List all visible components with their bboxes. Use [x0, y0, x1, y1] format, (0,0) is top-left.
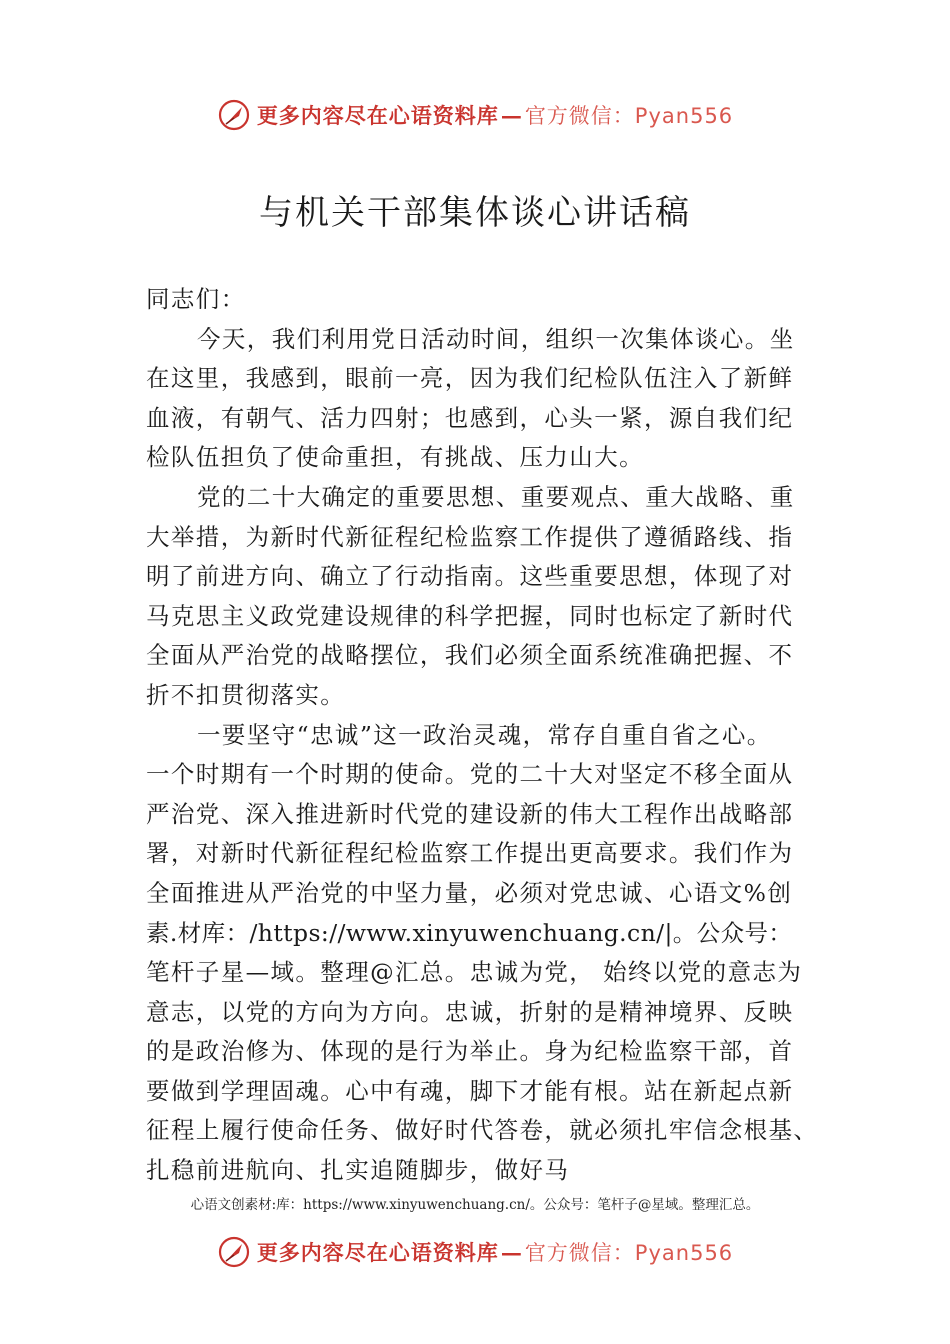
text-line: 党的二十大确定的重要思想、重要观点、重大战略、重 — [197, 482, 795, 511]
text-line: 署，对新时代新征程纪检监察工作提出更高要求。我们作为 — [146, 839, 794, 868]
text-line: 笔杆子星—域。整理@汇总。忠诚为党， 始终以党的意志为 — [146, 958, 803, 987]
text-line: 素.材库：/https://www.xinyuwenchuang.cn/|。公众号： — [146, 918, 793, 947]
document-body — [146, 280, 819, 1191]
text-line: 的是政治修为、体现的是行为举止。身为纪检监察干部，首 — [146, 1037, 794, 1066]
text-line: 意志，以党的方向为方向。忠诚，折射的是精神境界、反映 — [146, 997, 794, 1026]
quill-logo-icon — [217, 98, 251, 132]
quill-logo-icon — [217, 1235, 251, 1269]
banner-text: 更多内容尽在心语资料库—官方微信：Pyan556 — [256, 1240, 734, 1265]
text-line: 同志们： — [146, 285, 246, 313]
text-line: 全面推进从严治党的中坚力量，必须对党忠诚、心语文%创 — [146, 878, 793, 907]
text-line: 今天，我们利用党日活动时间，组织一次集体谈心。坐 — [197, 324, 795, 353]
text-line: 血液，有朝气、活力四射；也感到，心头一紧，源自我们纪 — [146, 403, 794, 432]
text-line: 一要坚守“忠诚”这一政治灵魂，常存自重自省之心。 — [197, 720, 772, 749]
footer-banner — [0, 1230, 950, 1274]
text-line: 严治党、深入推进新时代党的建设新的伟大工程作出战略部 — [146, 799, 794, 828]
document-title: 与机关干部集体谈心讲话稿 — [259, 193, 691, 233]
text-line: 大举措，为新时代新征程纪检监察工作提供了遵循路线、指 — [146, 522, 794, 551]
header-banner — [0, 93, 950, 137]
text-line: 全面从严治党的战略摆位，我们必须全面系统准确把握、不 — [146, 641, 794, 670]
text-line: 征程上履行使命任务、做好时代答卷，就必须扎牢信念根基、 — [146, 1116, 819, 1145]
banner-text: 更多内容尽在心语资料库—官方微信：Pyan556 — [256, 103, 734, 128]
text-line: 折不扣贯彻落实。 — [146, 680, 346, 709]
text-line: 在这里，我感到，眼前一亮，因为我们纪检队伍注入了新鲜 — [146, 364, 794, 393]
text-line: 要做到学理固魂。心中有魂，脚下才能有根。站在新起点新 — [146, 1076, 794, 1105]
text-line: 检队伍担负了使命重担，有挑战、压力山大。 — [146, 443, 644, 472]
text-line: 马克思主义政党建设规律的科学把握，同时也标定了新时代 — [146, 601, 794, 630]
source-footnote: 心语文创素材:库：https://www.xinyuwenchuang.cn/。公众号：笔杆子@星域。整理汇总。 — [190, 1197, 760, 1213]
text-line: 一个时期有一个时期的使命。党的二十大对坚定不移全面从 — [146, 760, 794, 789]
text-line: 明了前进方向、确立了行动指南。这些重要思想，体现了对 — [146, 562, 794, 591]
text-line: 扎稳前进航向、扎实追随脚步，做好马 — [146, 1156, 570, 1185]
